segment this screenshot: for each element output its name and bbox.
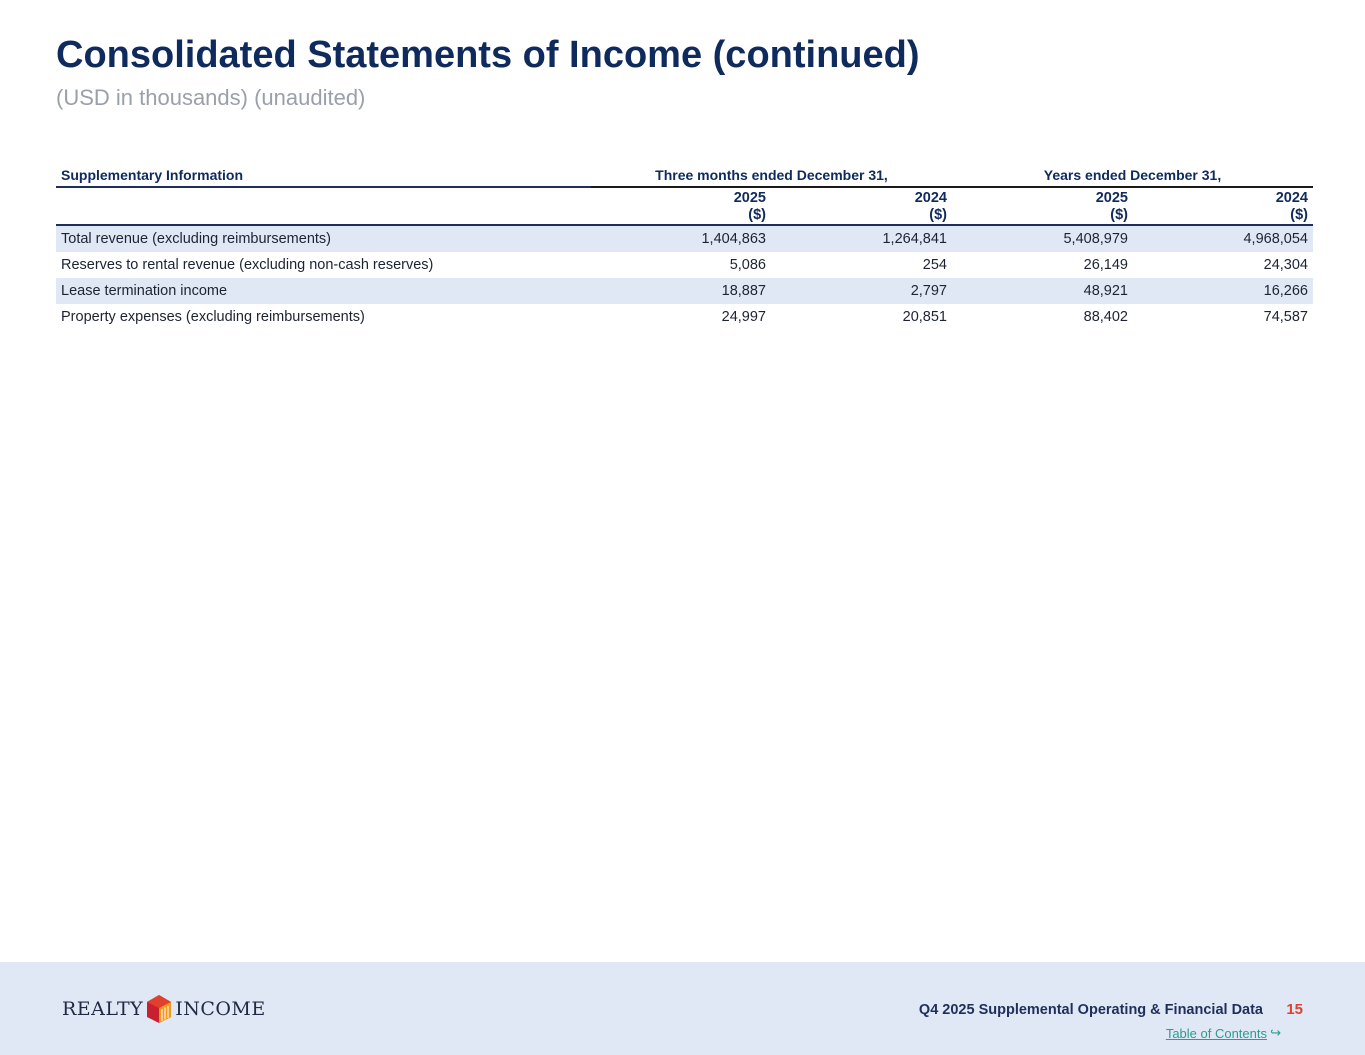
page-number: 15 — [1286, 1001, 1303, 1018]
table-row — [56, 304, 1313, 330]
table-row — [56, 278, 1313, 304]
cell-value: 24,997 — [721, 309, 766, 325]
table-year-header-row — [56, 187, 1313, 225]
cell-value: 88,402 — [1083, 309, 1128, 325]
cell-value: 74,587 — [1263, 309, 1308, 325]
cell-value: 48,921 — [952, 278, 1133, 304]
column-unit: ($) — [748, 207, 766, 223]
cell-value: 26,149 — [1083, 257, 1128, 273]
row-label: Lease termination income — [56, 278, 591, 304]
column-header — [771, 187, 952, 225]
supplementary-table — [56, 163, 1313, 330]
logo-text-left: REALTY — [62, 998, 144, 1020]
cell-value: 2,797 — [771, 278, 952, 304]
group-header-three-months: Three months ended December 31, — [591, 163, 952, 187]
cell-value: 1,264,841 — [771, 225, 952, 252]
year-header-empty — [56, 187, 591, 225]
table-row — [56, 225, 1313, 252]
footer-document-name: Q4 2025 Supplemental Operating & Financial Data — [918, 1002, 1263, 1018]
cell-value: 4,968,054 — [1133, 225, 1313, 252]
cell-value: 1,404,863 — [591, 225, 771, 252]
column-year: 2025 — [733, 190, 766, 206]
cell-value: 5,408,979 — [952, 225, 1133, 252]
column-unit: ($) — [1290, 207, 1308, 223]
page-footer — [0, 962, 1365, 1055]
table-of-contents-link[interactable]: Table of Contents — [1165, 1026, 1267, 1041]
column-year: 2024 — [1275, 190, 1308, 206]
cell-value: 5,086 — [729, 257, 766, 273]
logo-text-right: INCOME — [175, 998, 266, 1020]
page-subtitle: (USD in thousands) (unaudited) — [56, 85, 366, 110]
cell-value: 16,266 — [1133, 278, 1313, 304]
group-header-years: Years ended December 31, — [952, 163, 1313, 187]
cell-value: 18,887 — [591, 278, 771, 304]
table-group-header-row — [56, 163, 1313, 187]
company-logo — [62, 994, 266, 1024]
table-row — [56, 252, 1313, 278]
logo-mark-icon — [145, 994, 173, 1024]
row-label: Total revenue (excluding reimbursements) — [56, 225, 591, 252]
cell-value: 254 — [922, 257, 947, 273]
column-header — [952, 187, 1133, 225]
column-header — [591, 187, 771, 225]
column-year: 2024 — [914, 190, 947, 206]
column-unit: ($) — [1110, 207, 1128, 223]
row-label: Reserves to rental revenue (excluding non-cash reserves) — [61, 257, 434, 273]
column-unit: ($) — [929, 207, 947, 223]
cell-value: 20,851 — [902, 309, 947, 325]
page-title: Consolidated Statements of Income (continued) — [56, 34, 920, 76]
return-arrow-icon[interactable]: ↪ — [1270, 1025, 1281, 1040]
column-header — [1133, 187, 1313, 225]
row-label: Property expenses (excluding reimbursements) — [61, 309, 365, 325]
cell-value: 24,304 — [1263, 257, 1308, 273]
column-year: 2025 — [1095, 190, 1128, 206]
table-label-header: Supplementary Information — [56, 163, 591, 187]
